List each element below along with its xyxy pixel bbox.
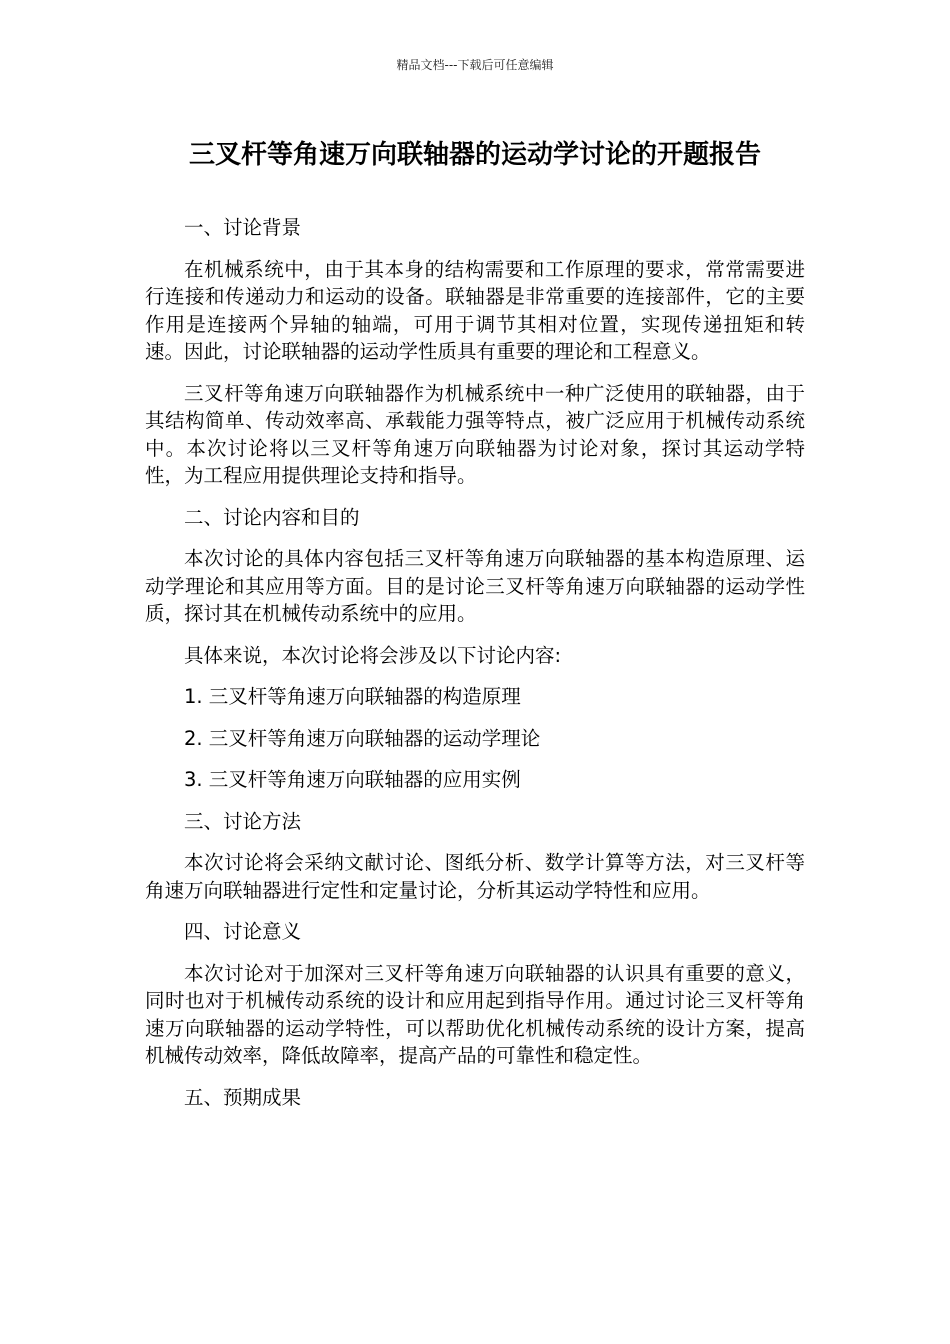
section-heading-background: 一、讨论背景 — [184, 216, 302, 239]
paragraph-significance-1: 本次讨论对于加深对三叉杆等角速万向联轴器的认识具有重要的意义，同时也对于机械传动系统的设计和应用起到指导作用。通过讨论三叉杆等角速万向联轴器的运动学特性，可以帮助优化机械传动系统的设计方案，提高机械传动效率，降低故障率，提高产品的可靠性和稳定性。 — [145, 961, 805, 1067]
section-heading-outcomes: 五、预期成果 — [184, 1085, 302, 1109]
document-title: 三叉杆等角速万向联轴器的运动学讨论的开题报告 — [188, 140, 761, 170]
section-heading-significance: 四、讨论意义 — [184, 920, 302, 943]
list-item: 1. 三叉杆等角速万向联轴器的构造原理 — [184, 685, 521, 708]
document-body — [145, 214, 805, 1125]
paragraph-content-1: 本次讨论的具体内容包括三叉杆等角速万向联轴器的基本构造原理、运动学理论和其应用等方面。目的是讨论三叉杆等角速万向联轴器的运动学性质，探讨其在机械传动系统中的应用。 — [145, 547, 805, 625]
paragraph-background-1: 在机械系统中，由于其本身的结构需要和工作原理的要求，常常需要进行连接和传递动力和运动的设备。联轴器是非常重要的连接部件，它的主要作用是连接两个异轴的轴端，可用于调节其相对位置，实现传递扭矩和转速。因此，讨论联轴器的运动学性质具有重要的理论和工程意义。 — [145, 257, 805, 363]
paragraph-content-2: 具体来说，本次讨论将会涉及以下讨论内容: — [184, 643, 562, 667]
list-item: 2. 三叉杆等角速万向联轴器的运动学理论 — [184, 726, 541, 750]
section-heading-method: 三、讨论方法 — [184, 809, 302, 833]
paragraph-method-1: 本次讨论将会采纳文献讨论、图纸分析、数学计算等方法，对三叉杆等角速万向联轴器进行定性和定量讨论，分析其运动学特性和应用。 — [145, 851, 805, 902]
page-header: 精品文档---下载后可任意编辑 — [396, 58, 554, 72]
paragraph-background-2: 三叉杆等角速万向联轴器作为机械系统中一种广泛使用的联轴器，由于其结构简单、传动效率高、承载能力强等特点，被广泛应用于机械传动系统中。本次讨论将以三叉杆等角速万向联轴器为讨论对象，探讨其运动学特性，为工程应用提供理论支持和指导。 — [145, 381, 805, 487]
section-heading-content: 二、讨论内容和目的 — [184, 505, 360, 529]
list-item: 3. 三叉杆等角速万向联轴器的应用实例 — [184, 768, 521, 791]
